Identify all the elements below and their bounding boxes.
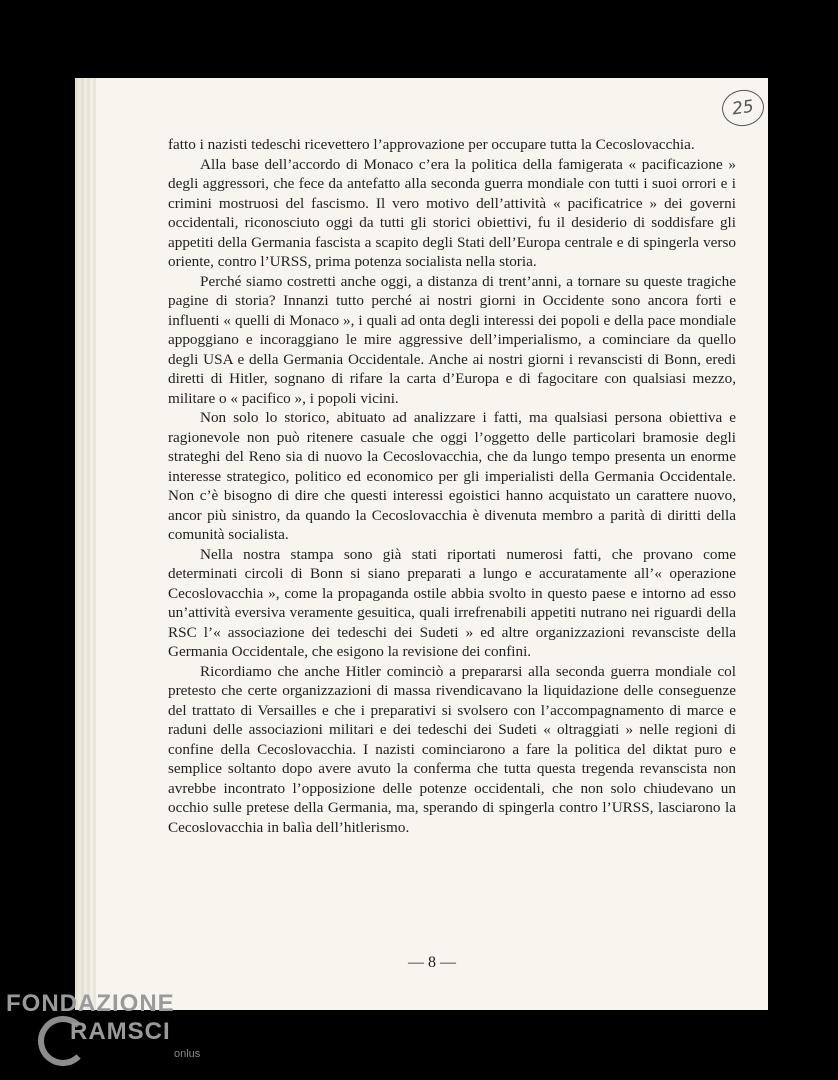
paragraph: fatto i nazisti tedeschi ricevettero l’approvazione per occupare tutta la Cecoslovacchia. [168, 136, 695, 153]
document-page [96, 78, 768, 1010]
paragraph: Alla base dell’accordo di Monaco c’era la politica della famigerata « pacificazione » degli aggressori, che fece da antefatto alla seconda guerra mondiale con tutti i suoi orrori e i crimini mostruosi del fascismo. Il vero motivo dell’attività « pacificatrice » dei governi occidentali, riconosciuto oggi da tutti gli storici obiettivi, fu il desiderio di soddisfare gli appetiti della Germania fascista a scapito degli Stati dell’Europa centrale e di spingerla verso oriente, contro l’URSS, prima potenza socialista nella storia. [168, 155, 736, 270]
paragraph: Non solo lo storico, abituato ad analizzare i fatti, ma qualsiasi persona obiettiva e ragionevole non può ritenere casuale che oggi l’oggetto delle particolari bramosie degli strateghi del Reno sia di nuovo la Cecoslovacchia, che da lungo tempo presenta un enorme interesse strategico, politico ed economico per gli imperialisti della Germania Occidentale. Non c’è bisogno di dire che questi interessi egoistici hanno acquistato un carattere nuovo, ancor più sinistro, da quando la Cecoslovacchia è divenuta membro a parità di diritti della comunità socialista. [168, 409, 736, 543]
body-text [168, 135, 736, 837]
handwritten-page-number: 25 [720, 87, 767, 128]
foundation-watermark [2, 988, 212, 1080]
watermark-line1: FONDAZIONE [6, 990, 175, 1017]
watermark-line3: onlus [174, 1048, 201, 1060]
paragraph: Perché siamo costretti anche oggi, a distanza di trent’anni, a tornare su queste tragiche pagine di storia? Innanzi tutto perché ai nostri giorni in Occidente sono ancora forti e influenti « quelli di Monaco », i quali ad onta degli interessi dei popoli e della pace mondiale appoggiano e incoraggiano le mire aggressive dell’imperialismo, a cominciare da quello degli USA e della Germania Occidentale. Anche ai nostri giorni i revanscisti di Bonn, eredi diretti di Hitler, sognano di rifare la carta d’Europa e di fagocitare con qualsiasi mezzo, militare o « pacifico », i popoli vicini. [168, 272, 736, 407]
page-folio: — 8 — [408, 954, 456, 971]
paragraph: Ricordiamo che anche Hitler cominciò a prepararsi alla seconda guerra mondiale col pretesto che certe organizzazioni di massa rivendicavano la liquidazione delle conseguenze del trattato di Versailles e che i preparativi si svolsero con l’accompagnamento di marce e raduni delle associazioni militari e dei tedeschi dei Sudeti « oltraggiati » nelle regioni di confine della Cecoslovacchia. I nazisti cominciarono a fare la politica del diktat puro e semplice soltanto dopo avere avuto la conferma che tutta questa tregenda revanscista non avrebbe incontrato l’opposizione delle potenze occidentali, che non solo chiudevano un occhio sulle pretese della Germania, ma, sperando di spingerla contro l’URSS, lasciarono la Cecoslovacchia in balìa dell’hitlerismo. [168, 662, 736, 836]
paragraph: Nella nostra stampa sono già stati riportati numerosi fatti, che provano come determinati circoli di Bonn si siano preparati a lungo e accuratamente all’« operazione Cecoslovacchia », come la propaganda ostile abbia svolto in questo paese e intorno ad esso un’attività eversiva veramente gesuitica, quali irrefrenabili appetiti nutrano nei riguardi della RSC l’« associazione dei tedeschi dei Sudeti » ed altre organizzazioni revansciste della Germania Occidentale, che esigono la revisione dei confini. [168, 545, 736, 660]
watermark-line2: RAMSCI [70, 1018, 171, 1045]
